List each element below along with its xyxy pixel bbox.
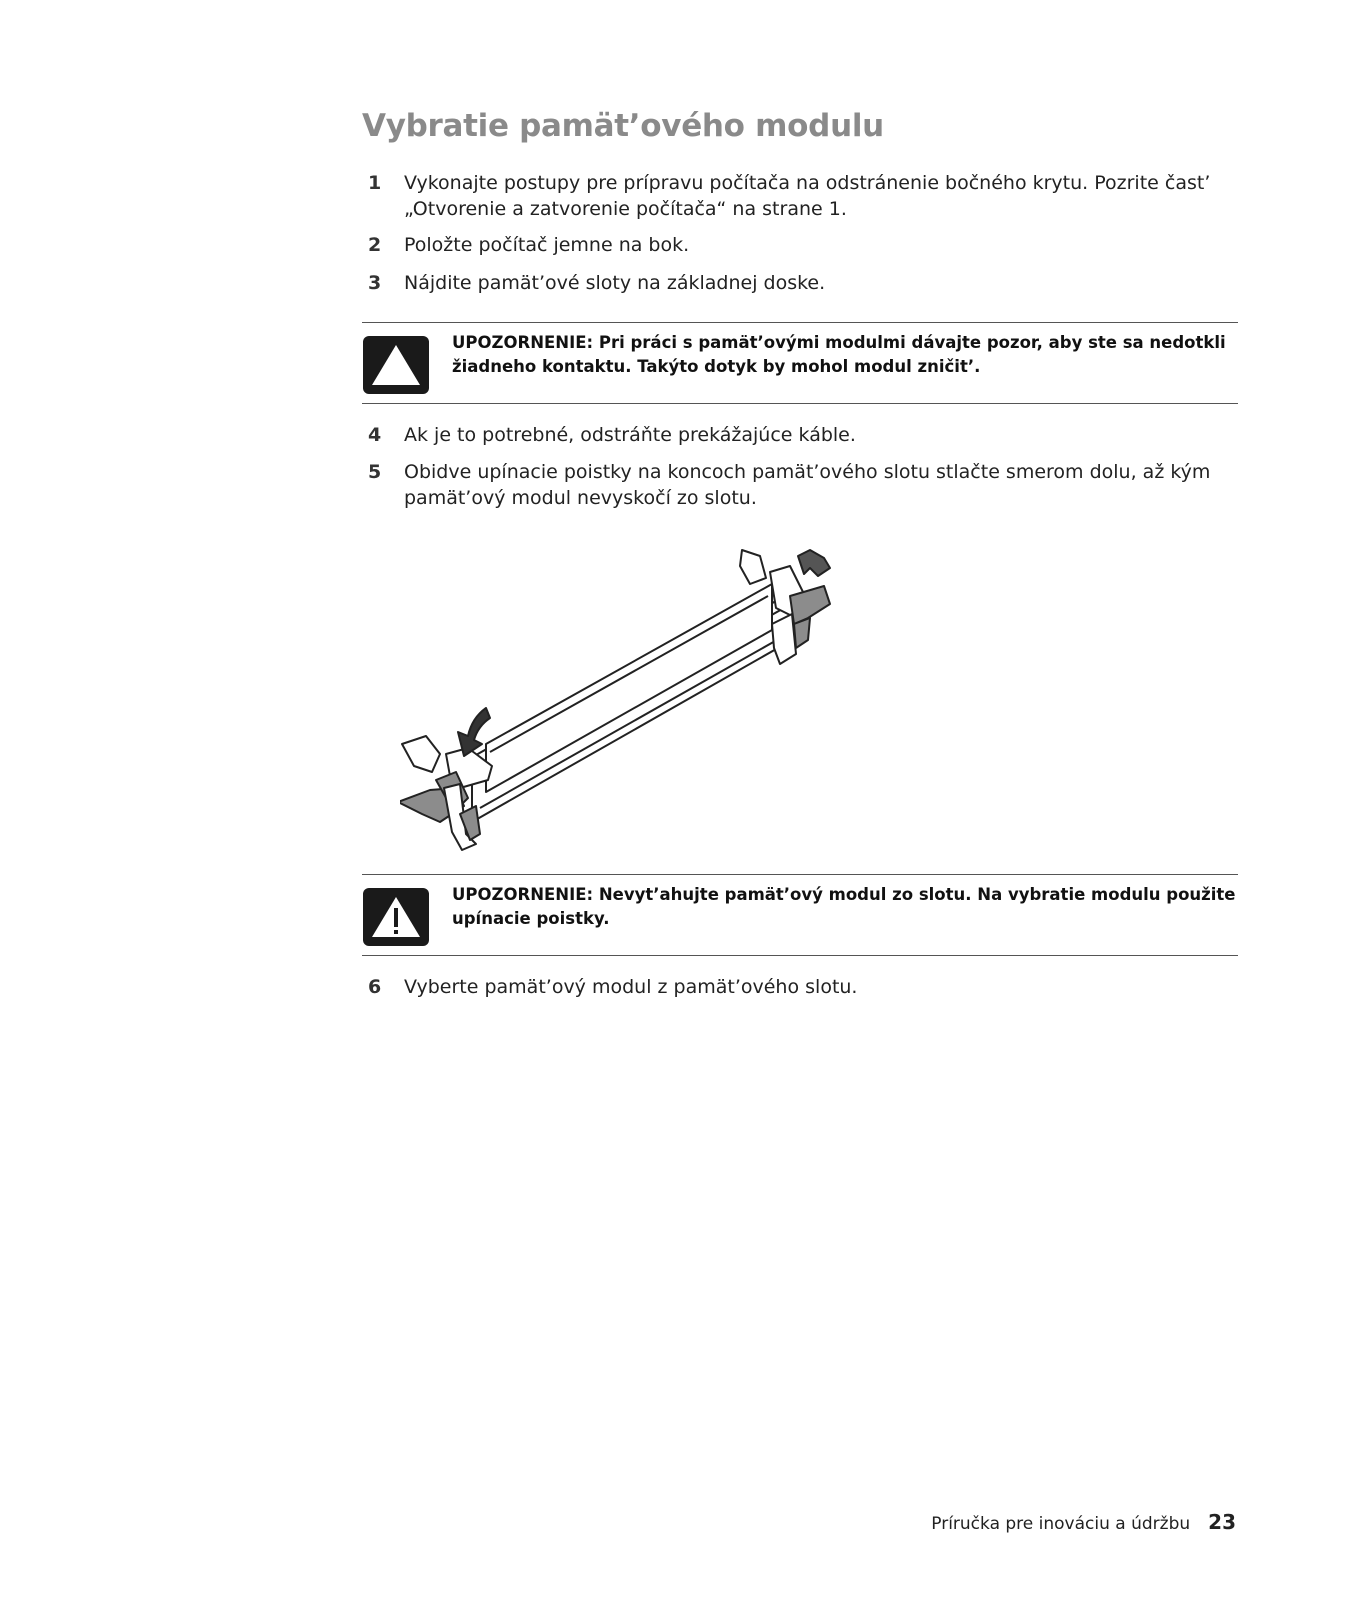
caution-text: UPOZORNENIE: Pri práci s pamät’ovými modulmi dávajte pozor, aby ste sa nedotkli žiadneho kontaktu. Takýto dotyk by mohol modul zničit’.	[452, 333, 1226, 376]
step-6	[368, 974, 1238, 1000]
memory-module-slot-illustration	[400, 544, 860, 868]
caution-box-1	[362, 322, 1238, 404]
step-number: 5	[368, 461, 382, 483]
caution-triangle-icon	[363, 336, 429, 394]
step-number: 1	[368, 172, 382, 194]
step-3	[368, 270, 1238, 296]
step-1	[368, 170, 1238, 222]
manual-title: Príručka pre inováciu a údržbu	[931, 1514, 1191, 1534]
step-4	[368, 422, 1238, 448]
step-text: Ak je to potrebné, odstráňte prekážajúce káble.	[404, 424, 856, 446]
step-text: Nájdite pamät’ové sloty na základnej doske.	[404, 272, 826, 294]
step-number: 6	[368, 976, 382, 998]
caution-box-2	[362, 874, 1238, 956]
step-2	[368, 232, 1238, 258]
page-footer	[931, 1510, 1236, 1534]
warning-exclamation-icon	[363, 888, 429, 946]
step-text: Položte počítač jemne na bok.	[404, 234, 690, 256]
step-number: 3	[368, 272, 382, 294]
step-text: Obidve upínacie poistky na koncoch pamät’ového slotu stlačte smerom dolu, až kým pamät’ový modul nevyskočí zo slotu.	[404, 461, 1211, 509]
step-5	[368, 459, 1238, 511]
step-text: Vyberte pamät’ový modul z pamät’ového slotu.	[404, 976, 858, 998]
page-number: 23	[1208, 1510, 1236, 1534]
step-number: 4	[368, 424, 382, 446]
step-text: Vykonajte postupy pre prípravu počítača na odstránenie bočného krytu. Pozrite čast’ „Otvorenie a zatvorenie počítača“ na strane 1.	[404, 172, 1211, 220]
step-number: 2	[368, 234, 382, 256]
caution-text: UPOZORNENIE: Nevyt’ahujte pamät’ový modul zo slotu. Na vybratie modulu použite upínacie poistky.	[452, 885, 1236, 928]
page-title: Vybratie pamät’ového modulu	[362, 108, 884, 144]
